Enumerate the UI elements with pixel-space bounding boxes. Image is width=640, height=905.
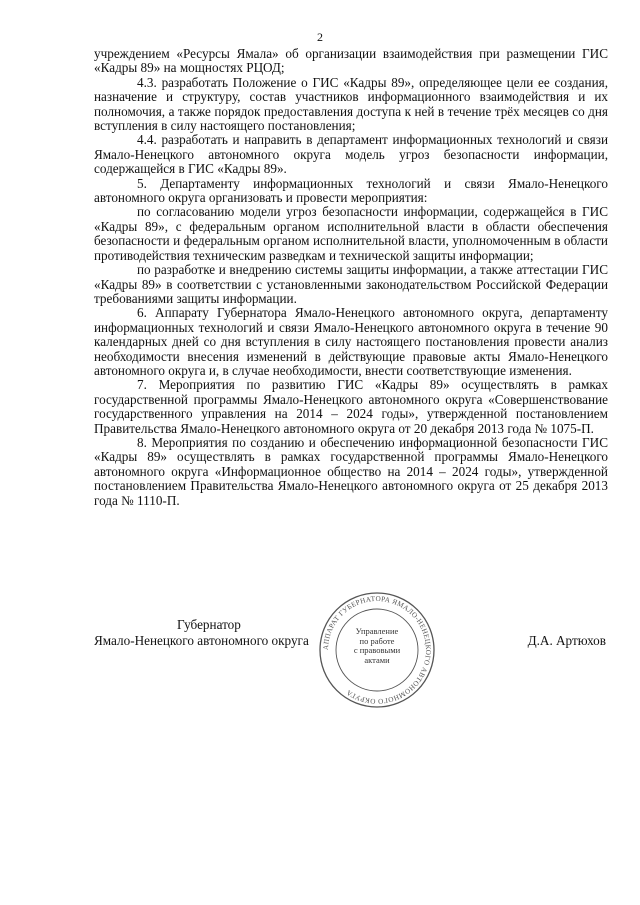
signature-position-title: Губернатор — [177, 617, 241, 632]
stamp-center-text — [318, 627, 436, 665]
paragraph-7: 7. Мероприятия по развитию ГИС «Кадры 89» осуществлять в рамках государственной программы Ямало-Ненецкого автономного округа «Совершенствование государственного управления на 2014 – 2024 годы», утвержденной постановлением Правительства Ямало-Ненецкого автономного округа от 20 декабря 2013 года № 1075-П. — [94, 377, 608, 436]
stamp-line-4: актами — [364, 654, 390, 665]
paragraph-1: учреждением «Ресурсы Ямала» об организации взаимодействия при размещении ГИС «Кадры 89» на мощностях РЦОД; — [94, 46, 608, 76]
paragraph-4-4: 4.4. разработать и направить в департамент информационных технологий и связи Ямало-Ненецкого автономного округа модель угроз безопасности информации, содержащейся в ГИС «Кадры 89». — [94, 132, 608, 177]
paragraph-5-a: по согласованию модели угроз безопасности информации, содержащейся в ГИС «Кадры 89», с федеральным органом исполнительной власти в области обеспечения безопасности и федеральным органом исполнительной власти, уполномоченным в области противодействия техническим разведкам и технической защиты информации; — [94, 204, 608, 263]
stamp-line-1: Управление — [355, 626, 399, 636]
signatory-name: Д.А. Артюхов — [527, 633, 606, 648]
paragraph-5: 5. Департаменту информационных технологий и связи Ямало-Ненецкого автономного округа организовать и провести мероприятия: — [94, 175, 608, 206]
paragraph-8: 8. Мероприятия по созданию и обеспечению информационной безопасности ГИС «Кадры 89» осуществлять в рамках государственной программы Ямало-Ненецкого автономного округа «Информационное общество на 2014 – 2024 годы», утвержденной постановлением Правительства Ямало-Ненецкого автономного округа от 25 декабря 2013 года № 1110-П. — [94, 434, 608, 508]
paragraph-4-3: 4.3. разработать Положение о ГИС «Кадры 89», определяющее цели ее создания, назначение и структуру, состав участников информационного взаимодействия и их полномочия, а также порядок предоставления доступа к ней в течение трёх месяцев со дня вступления в силу настоящего постановления; — [94, 74, 608, 134]
paragraph-5-b: по разработке и внедрению системы защиты информации, а также аттестации ГИС «Кадры 89» в соответствии с установленными законодательством Российской Федерации требованиями защиты информации. — [94, 262, 608, 306]
stamp-ring-text: АППАРАТ ГУБЕРНАТОРА ЯМАЛО-НЕНЕЦКОГО АВТОНОМНОГО ОКРУГА — [321, 594, 433, 706]
page-number: 2 — [317, 30, 323, 44]
signature-position-region: Ямало-Ненецкого автономного округа — [94, 633, 309, 648]
stamp-line-3: с правовыми — [353, 645, 401, 655]
document-body — [94, 47, 608, 508]
paragraph-6: 6. Аппарату Губернатора Ямало-Ненецкого автономного округа, департаменту информационных технологий и связи Ямало-Ненецкого автономного округа в течение 90 календарных дней со дня вступления в силу настоящего постановления провести анализ необходимости внесения изменений в действующие правовые акты Ямало-Ненецкого автономного округа и, в случае необходимости, внести соответствующие изменения. — [94, 305, 608, 378]
stamp-line-2: по работе — [359, 635, 395, 646]
